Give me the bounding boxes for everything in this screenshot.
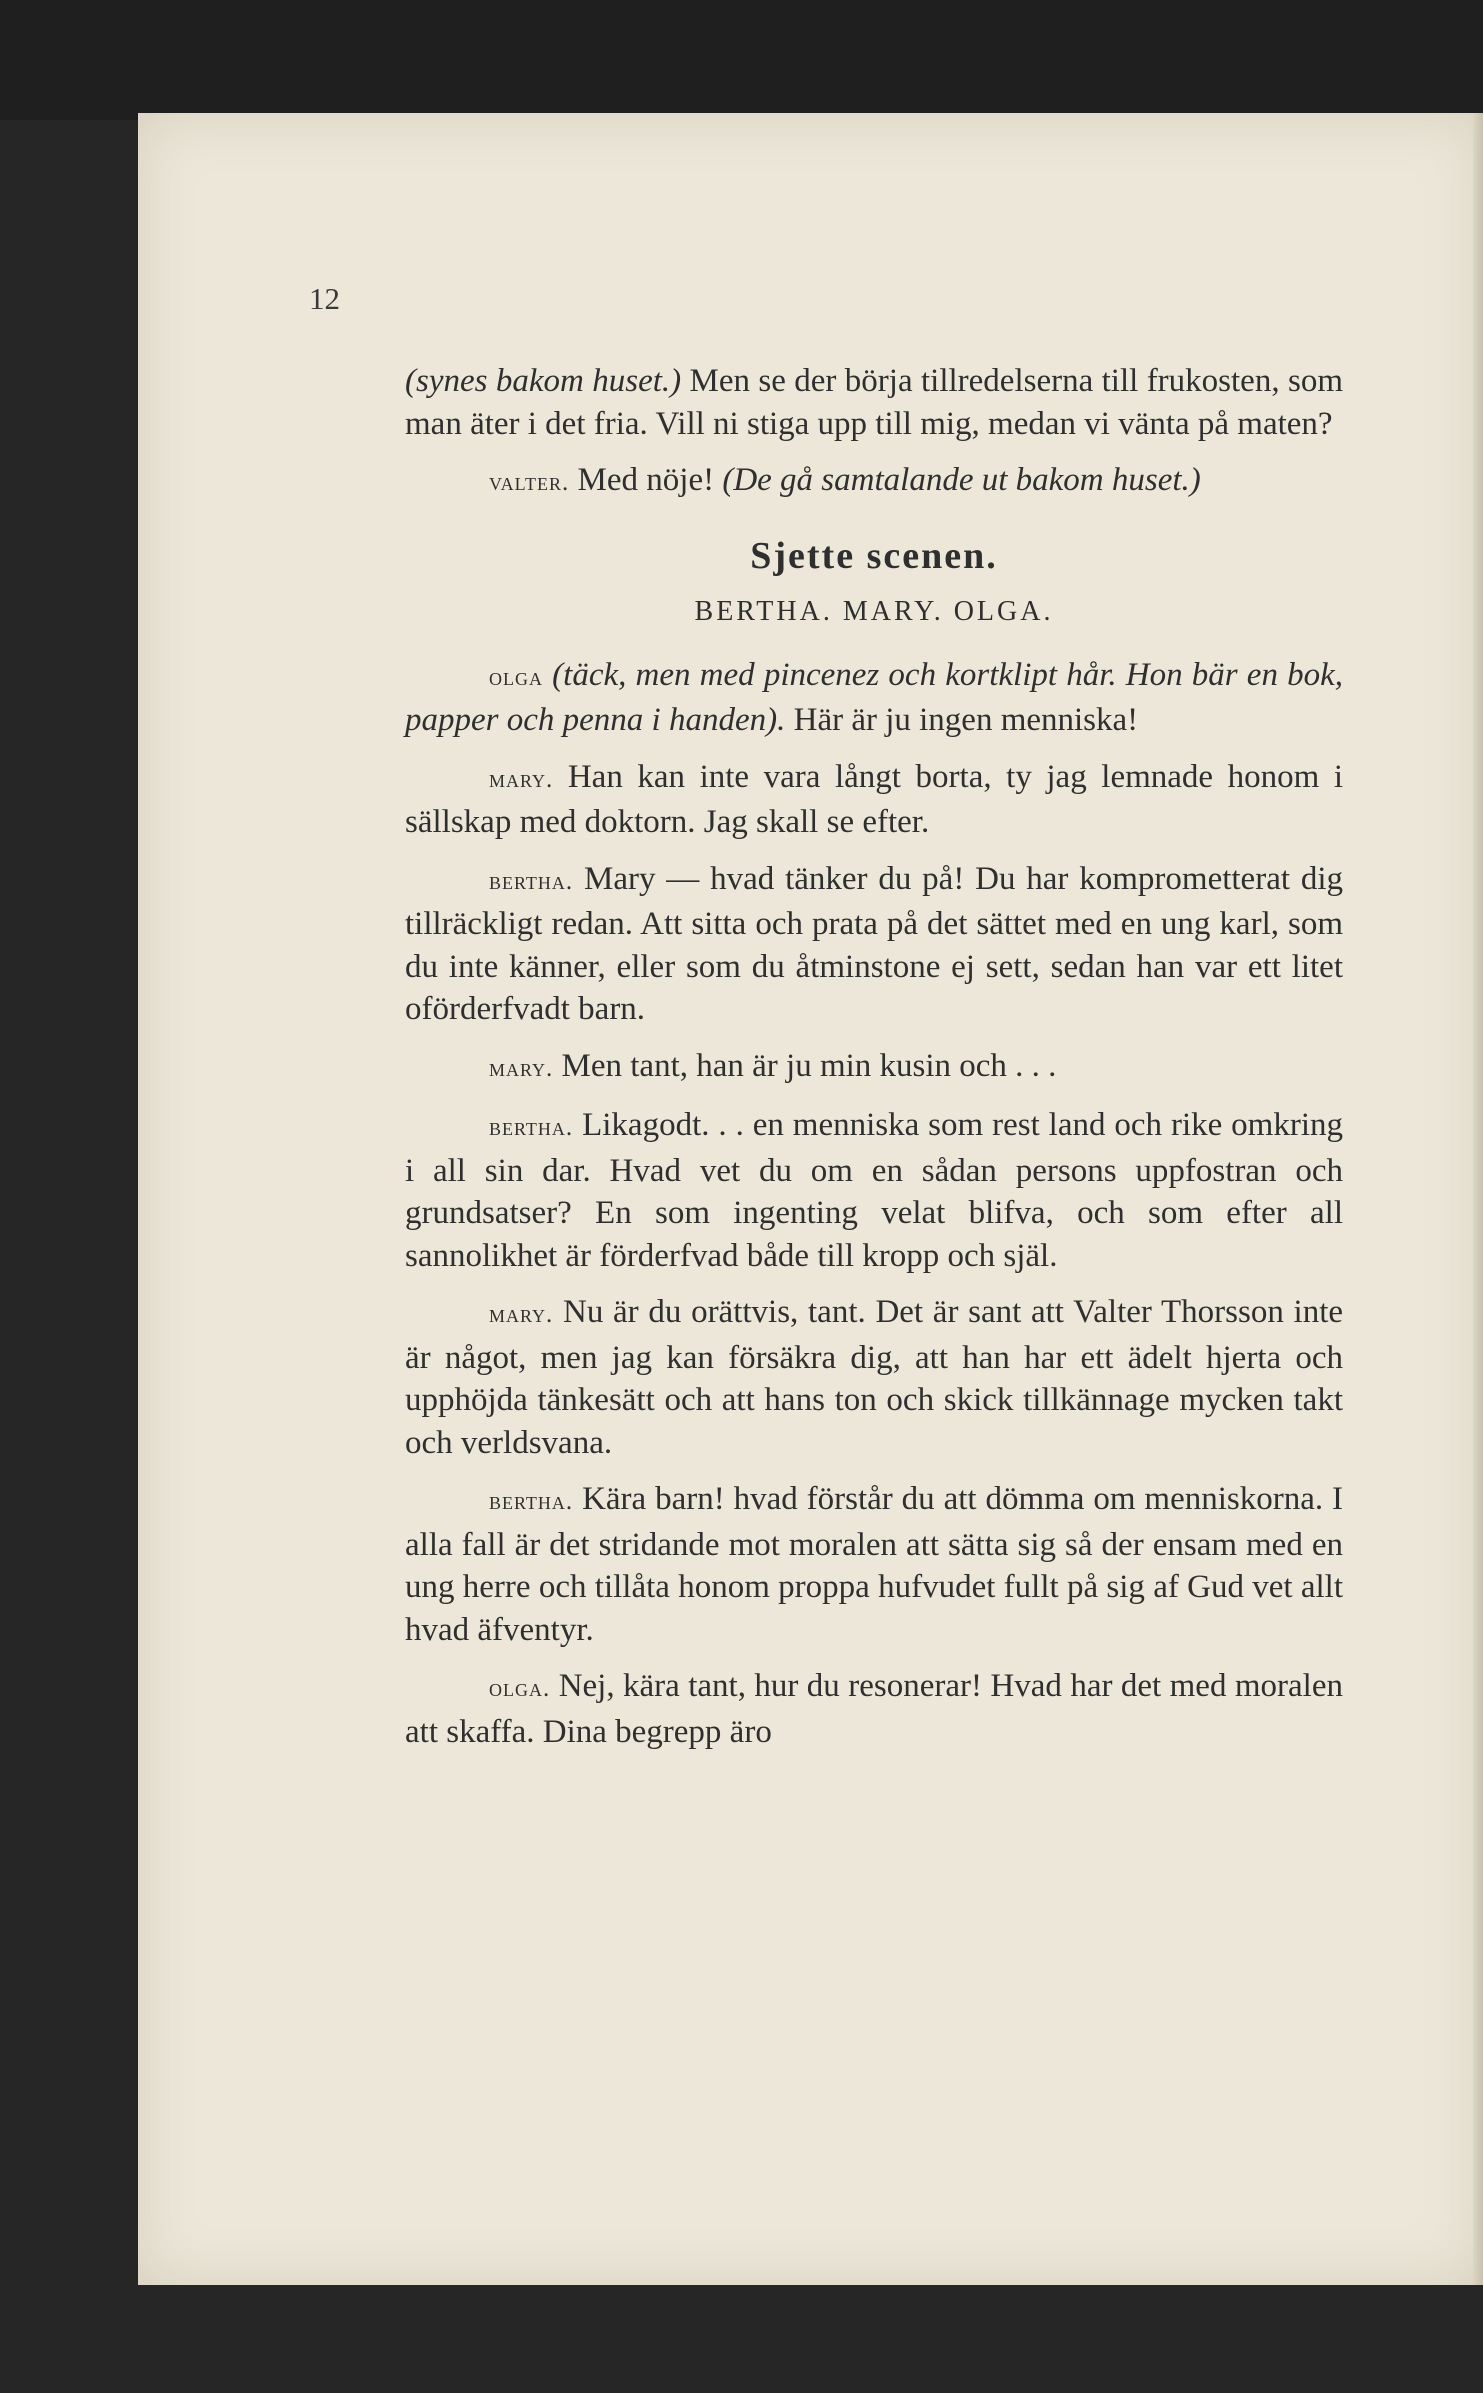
dialogue-bertha — [405, 1104, 1343, 1277]
opening-paragraph — [405, 360, 1343, 445]
dialogue-mary — [405, 1045, 1343, 1091]
page-number: 12 — [309, 281, 340, 316]
speaker-name: mary. — [489, 1054, 554, 1082]
page-edge — [1473, 113, 1483, 2285]
dialogue-mary — [405, 1291, 1343, 1464]
dialogue-olga — [405, 654, 1343, 742]
dialogue-valter — [405, 459, 1343, 505]
dialogue-mary — [405, 756, 1343, 844]
stage-direction: (De gå samtalande ut bakom huset.) — [722, 462, 1201, 498]
speaker-name: mary. — [489, 1301, 554, 1328]
scene-heading: Sjette scenen. — [750, 534, 998, 577]
dialogue-text: Men se der börja tillredelserna till frukosten, som man äter i det fria. Vill ni stiga upp till mig, medan vi vänta på maten? — [405, 363, 1343, 442]
dialogue-text: Med nöje! — [577, 462, 715, 498]
dialogue-text: Mary — hvad tänker du på! Du har komprometterat dig tillräckligt redan. Att sitta och prata på det sättet med en ung karl, som du inte känner, eller som du åtminstone ej sett, sedan han var ett litet oförderfvadt barn. — [405, 860, 1343, 1027]
dialogue-olga — [405, 1665, 1343, 1753]
dialogue-text: Nej, kära tant, hur du resonerar! Hvad har det med moralen att skaffa. Dina begrepp äro — [405, 1668, 1344, 1750]
dialogue-text: Här är ju ingen menniska! — [793, 702, 1139, 738]
speaker-name: bertha. — [489, 867, 574, 895]
speaker-name: olga. — [489, 1675, 551, 1702]
scene-cast: BERTHA. MARY. OLGA. — [694, 596, 1054, 627]
speaker-name: valter. — [489, 469, 570, 496]
scan-backdrop — [0, 0, 1483, 120]
dialogue-text: Men tant, han är ju min kusin och . . . — [561, 1047, 1057, 1084]
dialogue-text: Likagodt. . . en menniska som rest land och rike omkring i all sin dar. Hvad vet du om en sådan persons uppfostran och grundsatser? En som ingenting velat blifva, och som efter all sannolikhet är förderfvad både till kropp och själ. — [405, 1107, 1344, 1274]
dialogue-text: Kära barn! hvad förstår du att dömma om menniskorna. I alla fall är det stridande mot moralen att sätta sig så der ensam med en ung herre och tillåta honom proppa hufvudet fullt på sig af Gud vet allt hvad äfventyr. — [405, 1481, 1344, 1648]
speaker-name: mary. — [489, 765, 554, 793]
stage-direction: (synes bakom huset.) — [405, 363, 682, 399]
dialogue-bertha — [405, 858, 1343, 1031]
dialogue-bertha — [405, 1478, 1343, 1651]
speaker-name: bertha. — [489, 1488, 574, 1515]
speaker-name: bertha. — [489, 1114, 574, 1141]
play-text — [405, 360, 1343, 1767]
stage-direction: (täck, men med pincenez och kortklipt hår. Hon bär en bok, papper och penna i handen). — [405, 656, 1344, 738]
dialogue-text: Nu är du orättvis, tant. Det är sant att Valter Thorsson inte är något, men jag kan försäkra dig, att han har ett ädelt hjerta och upphöjda tänkesätt och att hans ton och skick tillkännage mycken takt och verldsvana. — [405, 1294, 1344, 1461]
dialogue-text: Han kan inte vara långt borta, ty jag lemnade honom i sällskap med doktorn. Jag skall se efter. — [405, 758, 1344, 840]
speaker-name: olga — [489, 663, 543, 691]
